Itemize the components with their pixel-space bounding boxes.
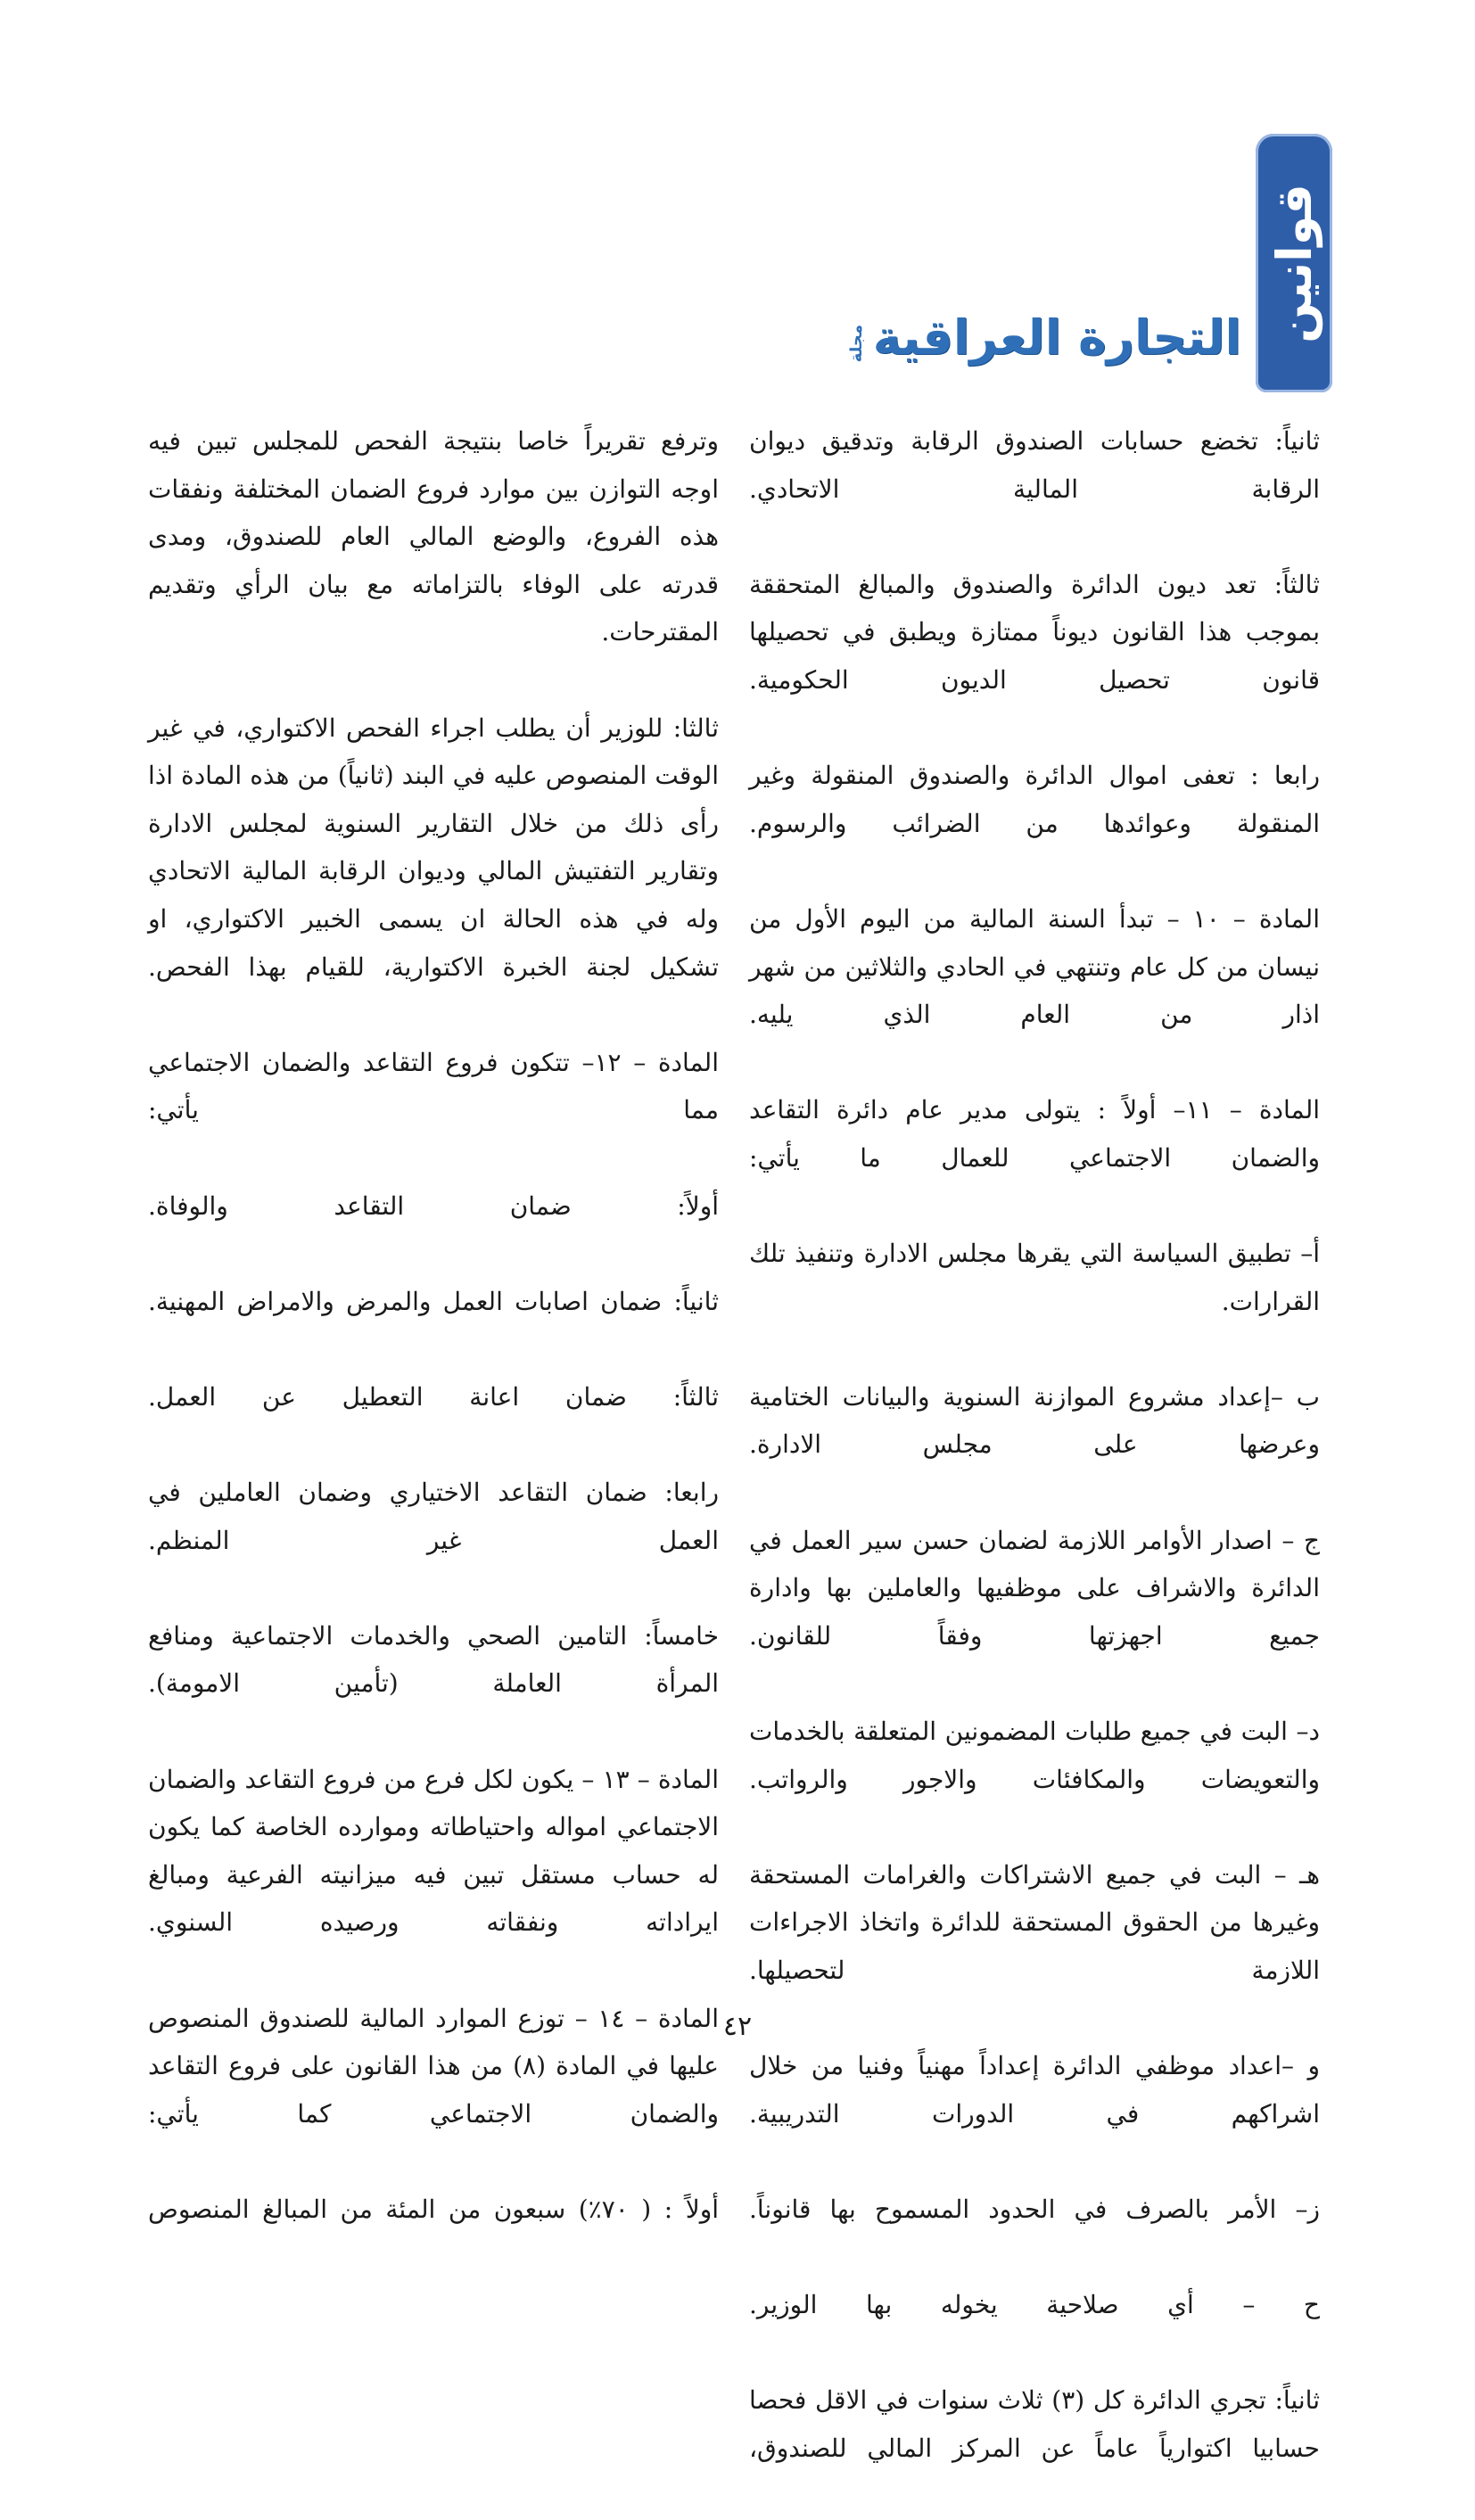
paragraph: وترفع تقريراً خاصا بنتيجة الفحص للمجلس تبين فيه اوجه التوازن بين موارد فروع الضمان المختلفة ونفقات هذه الفروع، والوضع المالي العام للصندوق، ومدى قدرته على الوفاء بالتزاماته مع بيان الرأي وتقديم المقترحات.: [148, 426, 719, 647]
paragraph: ثالثاً: ضمان اعانة التعطيل عن العمل.: [148, 1381, 719, 1412]
paragraph: رابعا: ضمان التقاعد الاختياري وضمان العاملين في العمل غير المنظم.: [148, 1478, 719, 1555]
right-column: [749, 417, 1320, 2520]
section-tab-label: قوانين: [1265, 183, 1323, 343]
paragraph: المادة – ١٢– تتكون فروع التقاعد والضمان الاجتماعي مما يأتي:: [148, 1047, 719, 1125]
page-number: ٤٢: [722, 2011, 753, 2042]
paragraph: خامساً: التامين الصحي والخدمات الاجتماعية ومنافع المرأة العاملة (تأمين الامومة).: [148, 1620, 719, 1699]
paragraph: ب –إعداد مشروع الموازنة السنوية والبيانات الختامية وعرضها على مجلس الادارة.: [749, 1381, 1320, 1460]
magazine-title: التجارة العراقية: [872, 309, 1241, 366]
paragraph: المادة – ١٠ – تبدأ السنة المالية من اليوم الأول من نيسان من كل عام وتنتهي في الحادي والثلاثين من شهر اذار من العام الذي يليه.: [749, 903, 1320, 1030]
paragraph: ز– الأمر بالصرف في الحدود المسموح بها قانوناً.: [749, 2194, 1320, 2224]
left-column: [148, 417, 719, 2281]
paragraph: المادة – ١١– أولاً : يتولى مدير عام دائرة التقاعد والضمان الاجتماعي للعمال ما يأتي:: [749, 1095, 1320, 1173]
paragraph: أ– تطبيق السياسة التي يقرها مجلس الادارة وتنفيذ تلك القرارات.: [749, 1239, 1320, 1316]
paragraph: ج – اصدار الأوامر اللازمة لضمان حسن سير العمل في الدائرة والاشراف على موظفيها والعاملين بها وادارة جميع اجهزتها وفقاً للقانون.: [749, 1525, 1320, 1651]
paragraph: هـ – البت في جميع الاشتراكات والغرامات المستحقة وغيرها من الحقوق المستحقة للدائرة واتخاذ الاجراءات اللازمة لتحصيلها.: [749, 1859, 1320, 1985]
paragraph: ح – أي صلاحية يخوله بها الوزير.: [749, 2290, 1320, 2320]
paragraph: أولاً : ( ٧٠٪) سبعون من المئة من المبالغ المنصوص: [148, 2194, 720, 2224]
paragraph: المادة – ١٣ – يكون لكل فرع من فروع التقاعد والضمان الاجتماعي امواله واحتياطاته وموارده الخاصة كما يكون له حساب مستقل تبين فيه ميزانيته الفرعية ومبالغ ايراداته ونفقاته ورصيده السنوي.: [148, 1764, 719, 1938]
paragraph: ثانياً: تجري الدائرة كل (٣) ثلاث سنوات في الاقل فحصا حسابيا اكتوارياً عاماً عن المركز المالي للصندوق،: [749, 2385, 1320, 2463]
magazine-label: مجلة: [846, 324, 866, 362]
paragraph: أولاً: ضمان التقاعد والوفاة.: [148, 1190, 719, 1221]
paragraph: ثانياً: تخضع حسابات الصندوق الرقابة وتدقيق ديوان الرقابة المالية الاتحادي.: [749, 426, 1320, 504]
magazine-logo: [846, 309, 1241, 366]
paragraph: د– البت في جميع طلبات المضمونين المتعلقة بالخدمات والتعويضات والمكافئات والاجور والرواتب.: [749, 1717, 1320, 1794]
paragraph: المادة – ١٤ – توزع الموارد المالية للصندوق المنصوص عليها في المادة (٨) من هذا القانون على فروع التقاعد والضمان الاجتماعي كما يأتي:: [148, 2003, 719, 2129]
paragraph: ثانياً: ضمان اصابات العمل والمرض والامراض المهنية.: [148, 1286, 719, 1316]
paragraph: و –اعداد موظفي الدائرة إعداداً مهنياً وفنيا من خلال اشراكهم في الدورات التدريبية.: [749, 2051, 1320, 2129]
section-tab: [1256, 134, 1332, 392]
paragraph: ثالثاً: تعد ديون الدائرة والصندوق والمبالغ المتحققة بموجب هذا القانون ديوناً ممتازة ويطبق في تحصيلها قانون تحصيل الديون الحكومية.: [749, 569, 1320, 695]
paragraph: ثالثا: للوزير أن يطلب اجراء الفحص الاكتواري، في غير الوقت المنصوص عليه في البند (ثانياً) من هذه المادة اذا رأى ذلك من خلال التقارير السنوية لمجلس الادارة وتقارير التفتيش المالي وديوان الرقابة المالية الاتحادي وله في هذه الحالة ان يسمى الخبير الاكتواري، او تشكيل لجنة الخبرة الاكتوارية، للقيام بهذا الفحص.: [148, 712, 719, 982]
paragraph: رابعا : تعفى اموال الدائرة والصندوق المنقولة وغير المنقولة وعوائدها من الضرائب والرسوم.: [749, 761, 1320, 838]
